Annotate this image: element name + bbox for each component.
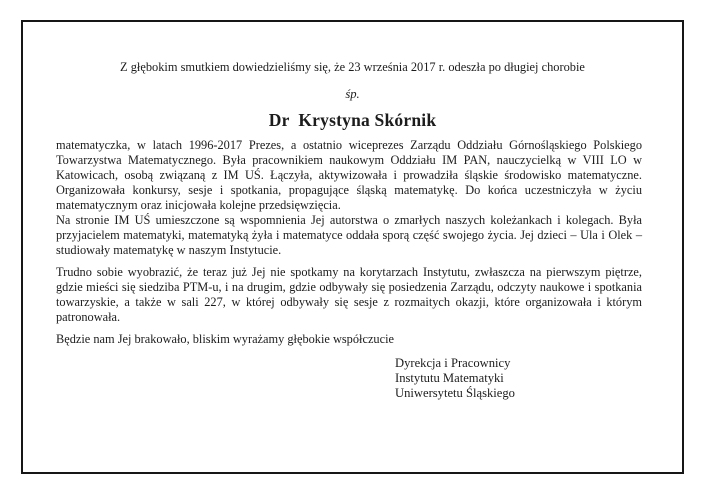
honorific-sp: śp. xyxy=(345,87,360,101)
signature-line-1: Dyrekcja i Pracownicy xyxy=(395,356,511,370)
signature-line-3: Uniwersytetu Śląskiego xyxy=(395,386,515,400)
intro-line: Z głębokim smutkiem dowiedzieliśmy się, że 23 września 2017 r. odeszła po długiej chorobie xyxy=(120,60,585,74)
deceased-name-title: Dr Krystyna Skórnik xyxy=(268,110,437,130)
obituary-paragraph-1: matematyczka, w latach 1996-2017 Prezes, a ostatnio wiceprezes Zarządu Oddziału Górnośląskiego Polskiego Towarzystwa Matematycznego. Była pracownikiem naukowym Oddziału IM PAN, nauczycielką w VIII LO w Katowicach, osobą związaną z IM UŚ. Łączyła, aktywizowała i prowadziła śląskie środowisko matematyczne. Organizowała konkursy, sesje i spotkania, propagujące śląską matematykę. Do końca uczestniczyła w życiu matematycznym oraz inicjowała kolejne przedsięwzięcia. xyxy=(56,138,642,212)
signature-line-2: Instytutu Matematyki xyxy=(395,371,504,385)
signature-block xyxy=(395,356,515,401)
obituary-paragraph-3: Trudno sobie wyobrazić, że teraz już Jej nie spotkamy na korytarzach Instytutu, zwłaszcza na pierwszym piętrze, gdzie mieści się siedziba PTM-u, i na drugim, gdzie odbywały się posiedzenia Zarządu, odczyty naukowe i spotkania towarzyskie, a także w sali 227, w której odbywały się sesje z rozmaitych okazji, które organizowała i którym patronowała. xyxy=(56,265,642,324)
page-frame xyxy=(21,20,684,474)
obituary-body xyxy=(56,138,642,347)
obituary-paragraph-4: Będzie nam Jej brakowało, bliskim wyrażamy głębokie współczucie xyxy=(56,332,394,346)
obituary-paragraph-2: Na stronie IM UŚ umieszczone są wspomnienia Jej autorstwa o zmarłych naszych koleżankach i kolegach. Była przyjacielem matematyki, matematyką żyła i matematyce oddała sporą część swojego życia. Jej dzieci – Ula i Olek – studiowały matematykę w naszym Instytucie. xyxy=(56,213,642,257)
